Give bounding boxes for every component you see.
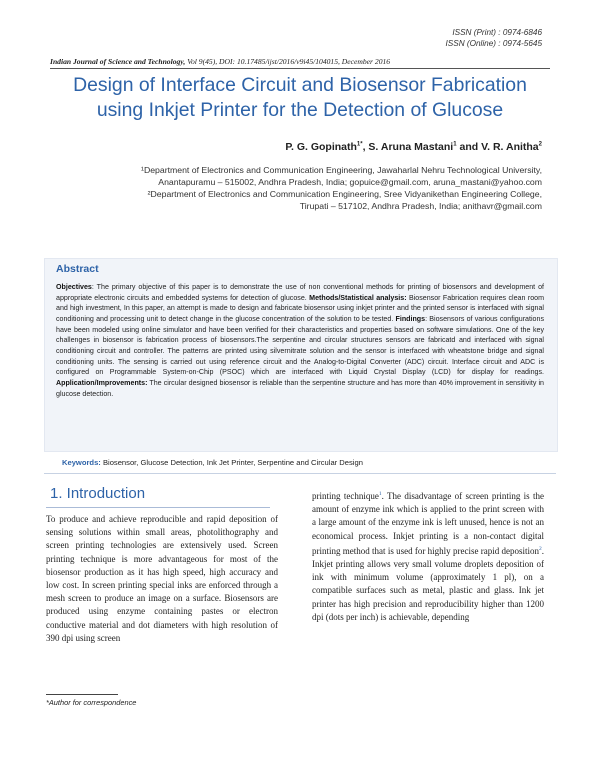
citation-ref-2[interactable]: 2 — [539, 545, 542, 552]
correspondence-footnote: *Author for correspondence — [46, 698, 137, 707]
footnote-divider — [46, 694, 118, 695]
application-label: Application/Improvements: — [56, 378, 148, 387]
keywords-text: Biosensor, Glucose Detection, Ink Jet Printer, Serpentine and Circular Design — [100, 458, 363, 467]
section-heading-rule — [46, 507, 270, 508]
author-3: V. R. Anitha — [481, 141, 539, 153]
author-2-mark: 1 — [453, 141, 457, 148]
right-text-2: . The disadvantage of screen printing is the amount of enzyme ink which is applied to the print screen with a large amount of the enzyme ink is left unused, hence is not an economical process. Inkjet printing is a non-contact digital printing method that is used for highly precise rapid deposition — [312, 491, 544, 556]
title-line-1: Design of Interface Circuit and Biosensor Fabrication — [73, 74, 527, 96]
author-list: P. G. Gopinath$^{1*}$, S. Aruna Mastani$^1$ and V. R. Anitha$^2$ — [285, 141, 542, 153]
author-3-mark: 2 — [538, 141, 542, 148]
keywords-divider — [44, 473, 556, 474]
author-1-mark: 1* — [356, 141, 363, 148]
issn-block — [446, 28, 542, 49]
author-1: P. G. Gopinath — [285, 141, 357, 153]
body-column-left: To produce and achieve reproducible and rapid deposition of sensing solutions within small areas, photolithography and screen printing technologies are extensively used. Screen printing technique is more advantageous for most of the biosensor production as it has high speed, high accuracy and low cost. In screen printing special inks are enforced through a mesh screen to produce an image on a surface. Biosensors are produced using enzyme containing pastes or electron conductive material and dot diameters with high resolution of 390 dpi using screen — [46, 514, 278, 643]
application-text: The circular designed biosensor is reliable than the serpentine structure and has more than 40% improvement in sensitivity in glucose detection. — [56, 378, 544, 398]
section-heading-introduction: 1. Introduction — [50, 485, 146, 502]
affiliations — [70, 164, 542, 212]
methods-text: Biosensor Fabrication requires clean room and high investment, In this paper, an attempt is made to design and fabricate biosensor using inkjet printer and the printed sensor is interfaced with signal conditioning and processing unit to detect change in the glucose concentration of the solution to be tested. — [56, 293, 544, 323]
affiliation-line-4: Tirupati – 517102, Andhra Pradesh, India; anithavr@gmail.com — [299, 201, 542, 211]
journal-name: Indian Journal of Science and Technology, — [50, 57, 186, 66]
issn-print: ISSN (Print) : 0974-6846 — [452, 28, 542, 37]
body-column-right — [312, 488, 544, 624]
objectives-label: Objectives — [56, 283, 92, 291]
title-line-2: using Inkjet Printer for the Detection of Glucose — [96, 99, 504, 121]
issn-online: ISSN (Online) : 0974-5645 — [445, 38, 542, 48]
keywords-label: Keywords: — [62, 458, 101, 467]
author-2: S. Aruna Mastani — [368, 141, 454, 153]
right-text-1: printing technique — [312, 491, 379, 501]
methods-label: Methods/Statistical analysis: — [309, 293, 407, 302]
objectives-text: : The primary objective of this paper is to demonstrate the use of non conventional methods for printing of biosensors and development of appropriate electronic circuits and embedded systems for detection of glucose. — [56, 283, 544, 302]
keywords — [62, 458, 363, 467]
abstract-heading: Abstract — [56, 263, 99, 275]
affiliation-line-2: Anantapuramu – 515002, Andhra Pradesh, India; gopuice@gmail.com, aruna_mastani@yahoo.com — [158, 177, 542, 187]
affiliation-line-1: ¹Department of Electronics and Communication Engineering, Jawaharlal Nehru Technological University, — [141, 165, 542, 175]
journal-citation-line — [50, 57, 550, 69]
findings-label: Findings — [395, 314, 426, 323]
affiliation-line-3: ²Department of Electronics and Communication Engineering, Sree Vidyanikethan Engineering College, — [147, 189, 542, 199]
journal-details: Vol 9(45), DOI: 10.17485/ijst/2016/v9i45/104015, December 2016 — [185, 57, 391, 66]
abstract-body — [56, 282, 544, 399]
citation-ref-1[interactable]: 1 — [378, 491, 382, 497]
paper-title — [40, 73, 560, 123]
right-text-3: . Inkjet printing allows very small volume droplets deposition of ink with minimum volume (approximately 1 pl), on a compatible surfaces such as metal, plastic and glass. Ink jet printer has high precision and reproducibility higher than 1200 dpi (dots per inch) is achievable, depending — [312, 545, 544, 622]
findings-text: : Biosensors of various configurations have been modeled using online simulator and have been verified for their characteristics and properties based on software simulations. One of the key challenges in biosensor is fabrication process of biosensors.The serpentine and circular structures sensors are fabricatd and interfaced with signal conditioning circuit and controller. The patterns are printed using silvernitrate solution and the sensor is interfaced with wheatstone bridge and signal conditioning units. The sensing is carried out using reference circuit and the Analog-to-Digital Converter (ADC) circuit. Interface circuit and ADC is configured on Programmable System-on-Chip (PSOC) which are interfaced with Liquid Crystal Display (LCD) for display for readings. — [56, 314, 544, 377]
